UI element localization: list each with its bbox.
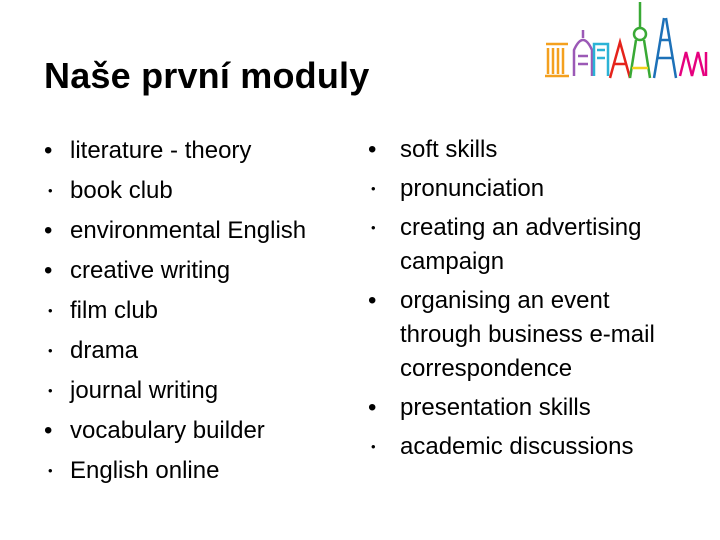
- list-item: [44, 416, 344, 456]
- list-item-label-continued: campaign: [400, 248, 505, 275]
- list-item: [44, 376, 344, 416]
- bullet: •: [371, 181, 376, 196]
- bullet: •: [48, 383, 53, 398]
- bullet: •: [368, 394, 377, 421]
- list-item: [364, 172, 704, 206]
- bullet: •: [44, 137, 53, 164]
- list-item-label: academic discussions: [400, 433, 634, 460]
- list-item: [364, 430, 704, 464]
- bullet: •: [44, 257, 53, 284]
- bullet: •: [368, 136, 377, 163]
- bullet: •: [371, 439, 376, 454]
- list-item: [44, 216, 344, 256]
- list-item-label: film club: [70, 297, 159, 324]
- list-item-label: presentation skills: [400, 394, 591, 421]
- page-title: Naše první moduly: [44, 55, 370, 96]
- list-item: [44, 336, 344, 376]
- list-item-label: environmental English: [70, 217, 307, 244]
- list-item-label: literature - theory: [70, 137, 252, 164]
- list-item-label: creating an advertising: [400, 214, 642, 241]
- list-item-label: soft skills: [400, 136, 498, 163]
- left-module-list: [44, 136, 344, 496]
- list-item: [364, 211, 704, 279]
- list-item-label-continued: correspondence: [400, 355, 573, 382]
- list-item: [364, 133, 704, 167]
- bullet: •: [48, 303, 53, 318]
- bullet: •: [48, 343, 53, 358]
- list-item: [44, 176, 344, 216]
- list-item-label: vocabulary builder: [70, 417, 265, 444]
- right-module-list: [364, 133, 704, 469]
- bullet: •: [48, 183, 53, 198]
- list-item-label-continued: through business e-mail: [400, 321, 655, 348]
- list-item-label: book club: [70, 177, 173, 204]
- bullet: •: [44, 217, 53, 244]
- list-item: [364, 284, 704, 386]
- bullet: •: [368, 287, 377, 314]
- list-item-label: drama: [70, 337, 139, 364]
- bullet: •: [44, 417, 53, 444]
- list-item-label: English online: [70, 457, 220, 484]
- european-landmarks-logo-icon: [540, 0, 720, 90]
- bullet: •: [48, 463, 53, 478]
- list-item: [44, 136, 344, 176]
- list-item-label: creative writing: [70, 257, 231, 284]
- list-item: [44, 296, 344, 336]
- list-item: [44, 456, 344, 496]
- list-item: [44, 256, 344, 296]
- list-item-label: journal writing: [70, 377, 219, 404]
- list-item-label: pronunciation: [400, 175, 545, 202]
- list-item: [364, 391, 704, 425]
- list-item-label: organising an event: [400, 287, 610, 314]
- bullet: •: [371, 220, 376, 235]
